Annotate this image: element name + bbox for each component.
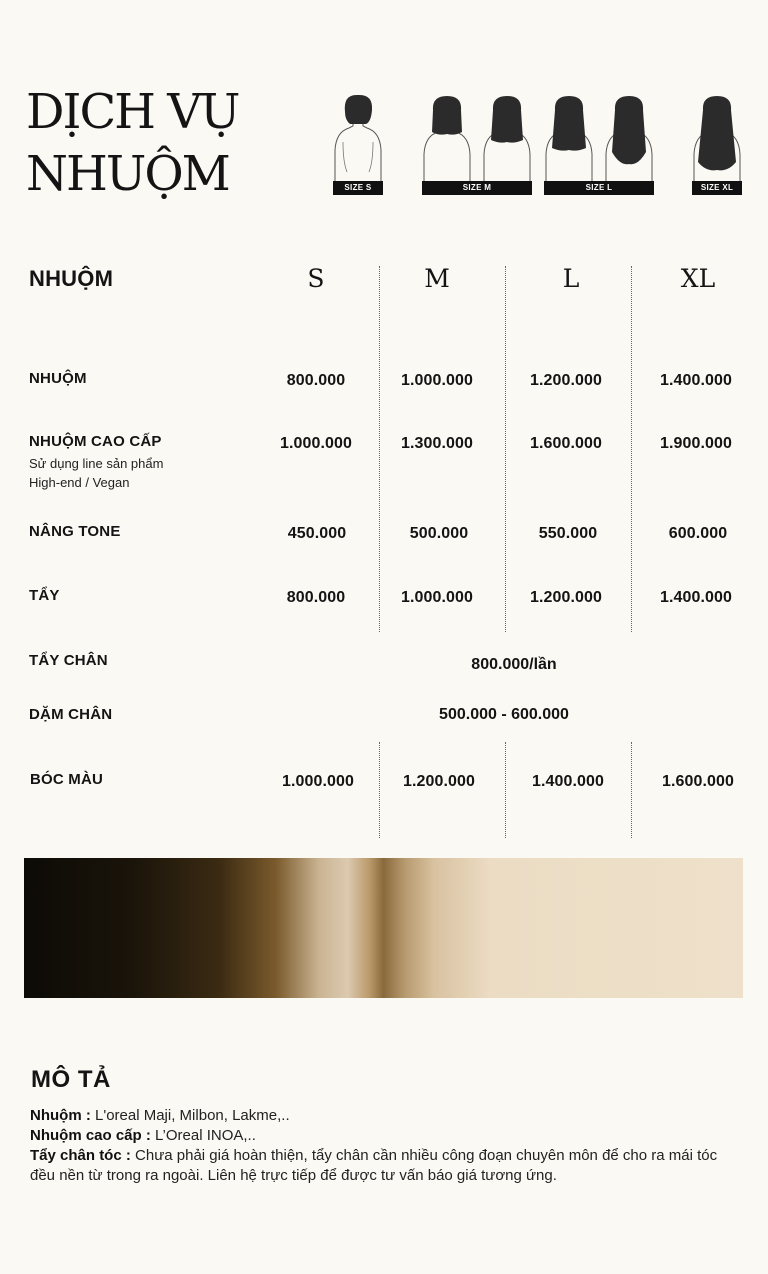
description-term: Nhuộm : [30,1107,91,1124]
price-m: 500.000 [409,525,469,542]
description-item [30,1146,740,1186]
row-sub-line-1: Sử dụng line sản phẩm [29,456,164,471]
price-m: 1.000.000 [400,589,474,606]
description-title: MÔ TẢ [31,1066,111,1093]
page-title-line-2: NHUỘM [26,146,229,202]
description-text: Chưa phải giá hoàn thiện, tẩy chân cần nhiều công đoạn chuyên môn để cho ra mái tóc đều nền từ trong ra ngoài. Liên hệ trực tiếp để được tư vấn báo giá tương ứng. [30,1147,718,1184]
size-s-tag: SIZE S [333,181,383,195]
row-label: NHUỘM CAO CẤP [29,433,162,450]
price-s: 800.000 [286,372,346,389]
row-sub-line-2: High-end / Vegan [29,475,130,490]
price-m: 1.200.000 [402,773,476,790]
price-m: 1.300.000 [400,435,474,452]
table-section-title: NHUỘM [29,266,114,291]
description-text: L’Oreal INOA,.. [150,1127,256,1144]
size-m-tag: SIZE M [422,181,532,195]
description-item [30,1126,740,1146]
price-l: 1.400.000 [531,773,605,790]
hair-color-gradient-banner [24,858,743,998]
row-label: NÂNG TONE [29,523,121,540]
price-xl: 600.000 [668,525,728,542]
price-l: 1.200.000 [529,589,603,606]
price-s: 450.000 [287,525,347,542]
price-l: 1.600.000 [529,435,603,452]
price-xl: 1.400.000 [659,372,733,389]
column-divider [505,742,506,838]
description-body [30,1106,740,1186]
price-l: 1.200.000 [529,372,603,389]
row-label: NHUỘM [29,370,87,387]
hair-medium-figure-icon [422,92,532,184]
description-text: L'oreal Maji, Milbon, Lakme,.. [90,1107,290,1124]
column-header-l: L [562,264,580,293]
price-l: 550.000 [538,525,598,542]
price-s: 1.000.000 [281,773,355,790]
price-flat: 800.000/lần [471,656,557,673]
description-term: Tẩy chân tóc : [30,1147,131,1164]
size-l-tag: SIZE L [544,181,654,195]
price-range: 500.000 - 600.000 [439,706,569,723]
row-label: TẨY [29,587,60,604]
row-label: DẶM CHÂN [29,706,113,723]
row-label: BÓC MÀU [30,771,104,788]
column-header-m: M [424,264,450,293]
description-term: Nhuộm cao cấp : [30,1127,151,1144]
price-xl: 1.900.000 [659,435,733,452]
hair-extra-long-figure-icon [692,92,742,184]
column-divider [631,266,632,632]
price-m: 1.000.000 [400,372,474,389]
price-s: 800.000 [286,589,346,606]
row-label: TẨY CHÂN [29,652,108,669]
page-title-line-1: DỊCH VỤ [26,84,239,140]
column-divider [379,742,380,838]
hair-short-figure-icon [333,92,383,184]
price-s: 1.000.000 [279,435,353,452]
price-xl: 1.400.000 [659,589,733,606]
column-header-s: S [307,264,325,293]
column-divider [379,266,380,632]
size-xl-tag: SIZE XL [692,181,742,195]
hair-long-figure-icon [544,92,654,184]
description-item [30,1106,740,1126]
column-divider [631,742,632,838]
price-xl: 1.600.000 [661,773,735,790]
column-divider [505,266,506,632]
column-header-xl: XL [680,264,716,293]
